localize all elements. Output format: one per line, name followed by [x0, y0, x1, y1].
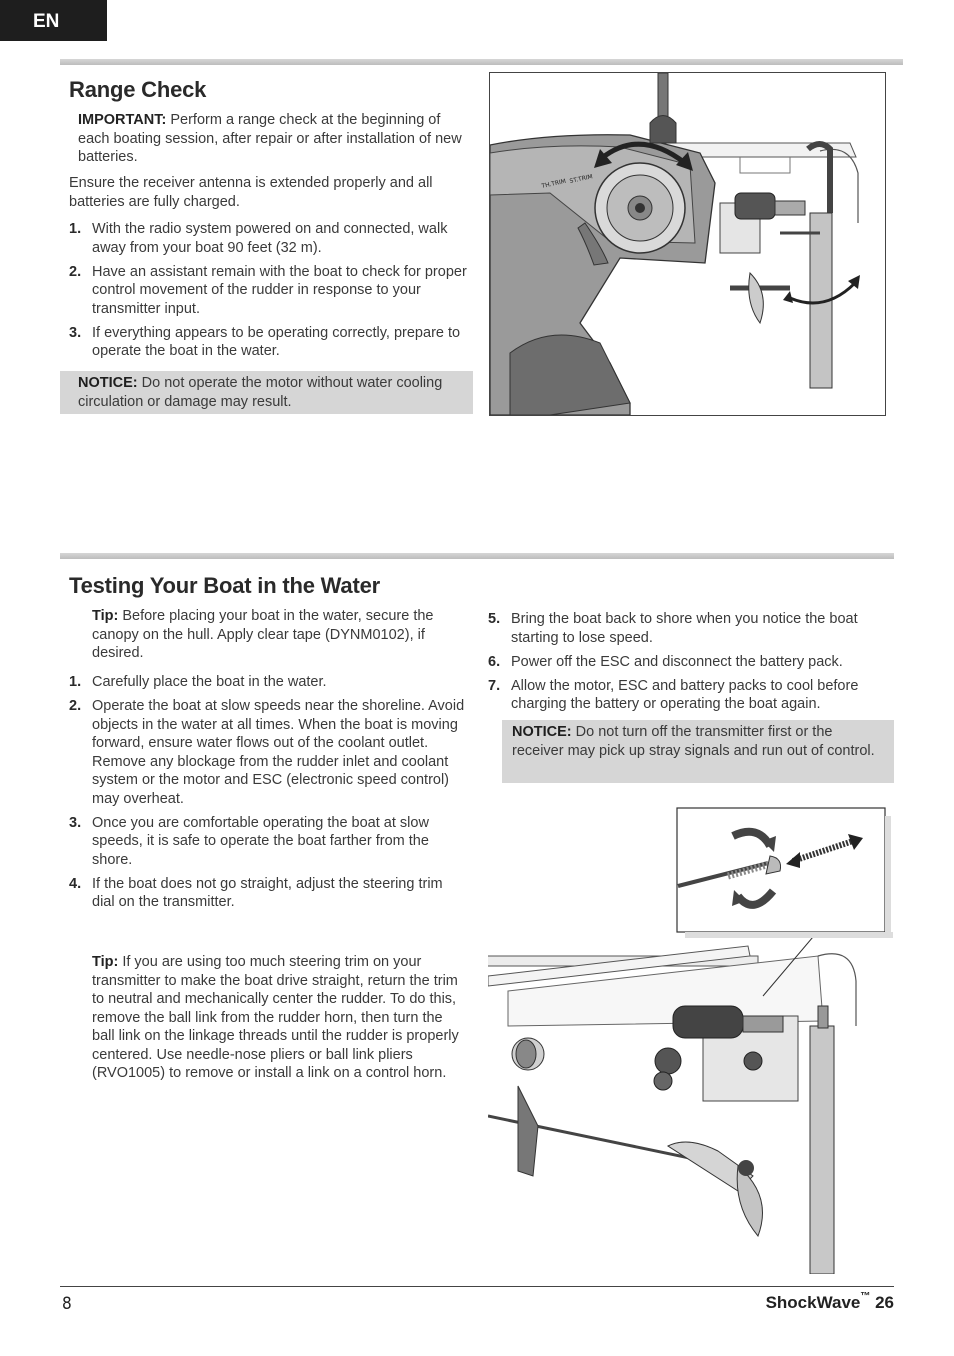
list-item: 3. If everything appears to be operating correctly, prepare to operate the boat in the water.	[69, 324, 461, 359]
list-item: 6. Power off the ESC and disconnect the battery pack.	[488, 653, 843, 670]
range-check-steps	[69, 220, 469, 366]
range-check-title: Range Check	[69, 77, 207, 102]
testing-notice	[502, 720, 894, 783]
notice-label: NOTICE:	[512, 724, 572, 740]
rudder-linkage-illustration	[488, 806, 894, 1274]
section-divider	[60, 553, 894, 559]
tip-text: If you are using too much steering trim on your transmitter to make the boat drive straight, return the trim to neutral and mechanically center the rudder. To do this, remove the ball link from the rudder horn, then turn the ball link on the linkage threads until the rudder is properly centered. Use needle-nose pliers or ball link pliers (RVO1005) to remove or install a link on a control horn.	[92, 954, 459, 1081]
section-divider	[60, 59, 903, 65]
list-item: 1. Carefully place the boat in the water.	[69, 674, 327, 690]
footer-rule	[60, 1286, 894, 1287]
range-check-intro: Ensure the receiver antenna is extended properly and all batteries are fully charged.	[69, 175, 433, 210]
trademark-symbol: ™	[860, 1291, 871, 1302]
important-note	[78, 111, 468, 167]
notice-label: NOTICE:	[78, 375, 138, 391]
list-item: 5. Bring the boat back to shore when you notice the boat starting to lose speed.	[488, 611, 858, 646]
testing-title: Testing Your Boat in the Water	[69, 573, 380, 598]
transmitter-rudder-illustration	[489, 72, 886, 416]
list-item: 7. Allow the motor, ESC and battery packs to cool before charging the battery or operating the boat again.	[488, 677, 859, 712]
tip-note	[92, 607, 464, 663]
notice-text: Do not turn off the transmitter first or the receiver may pick up stray signals and run out of control.	[512, 724, 875, 759]
list-item: 1. With the radio system powered on and connected, walk away from your boat 90 feet (32 m).	[69, 221, 448, 256]
tip-text: Before placing your boat in the water, secure the canopy on the hull. Apply clear tape (DYNM0102), if desired.	[92, 608, 434, 661]
transmitter-rudder-drawing	[490, 73, 885, 415]
st-trim-label: ST.TRIM	[568, 173, 594, 185]
tip-label: Tip:	[92, 608, 119, 624]
list-item: 2. Operate the boat at slow speeds near the shoreline. Avoid objects in the water at all times. When the boat is moving forward, ensure water flows out of the coolant outlet. Remove any blockage from the rudder inlet and coolant system or the motor and ESC (electronic speed control) may overheat.	[69, 698, 465, 807]
notice-text: Do not operate the motor without water cooling circulation or damage may result.	[78, 375, 443, 410]
list-item: 3. Once you are comfortable operating the boat at slow speeds, it is safe to operate the boat farther from the shore.	[69, 814, 429, 868]
rudder-linkage-drawing	[488, 806, 894, 1274]
testing-steps-left	[69, 673, 465, 917]
important-text: Perform a range check at the beginning of each boating session, after repair or after installation of new batteries.	[78, 112, 462, 165]
tip-note	[92, 953, 464, 1083]
tip-label: Tip:	[92, 954, 119, 970]
language-tab	[0, 0, 107, 41]
list-item: 4. If the boat does not go straight, adjust the steering trim dial on the transmitter.	[69, 875, 443, 910]
important-label: IMPORTANT:	[78, 112, 167, 128]
list-item: 2. Have an assistant remain with the boat to check for proper control movement of the rudder in response to your transmitter input.	[69, 263, 467, 317]
testing-steps-right	[488, 610, 890, 719]
th-trim-label: TH.TRIM	[540, 177, 567, 190]
language-label: EN	[33, 11, 60, 32]
range-check-notice	[60, 371, 473, 414]
product-name: ShockWave™ 26	[765, 1291, 894, 1312]
page-number: 8	[62, 1294, 72, 1314]
